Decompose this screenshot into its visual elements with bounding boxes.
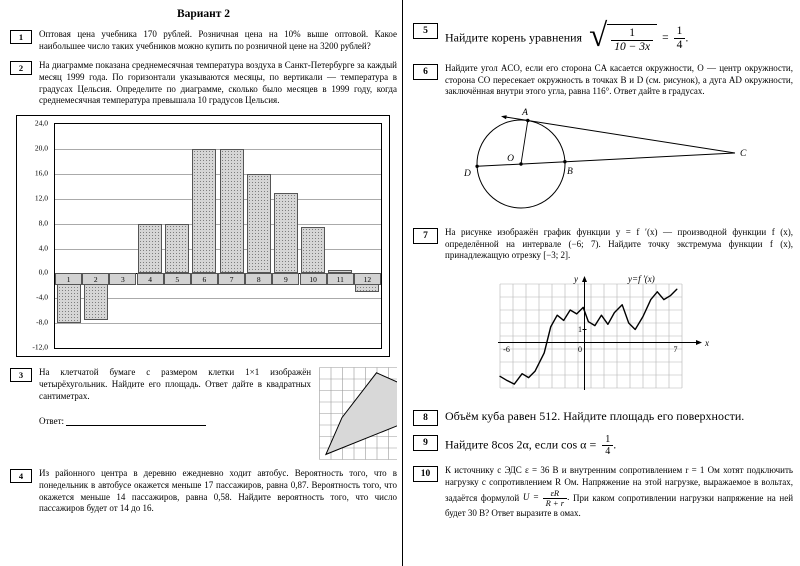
problem-2-number: 2 (10, 61, 32, 75)
label-A: A (522, 108, 528, 119)
curve-label: y=f ′(x) (628, 274, 655, 285)
problem-6-number: 6 (413, 64, 438, 80)
chart-x-label-8: 8 (245, 273, 272, 285)
problem-1-number: 1 (10, 30, 32, 44)
problem-3 (10, 367, 397, 460)
radical-sign: √ (589, 18, 608, 54)
chart-x-label-12: 12 (354, 273, 381, 285)
chart-y-tick-label: 24,0 (34, 118, 48, 128)
problem-5-lead: Найдите корень уравнения (445, 30, 583, 45)
problem-2 (10, 60, 397, 107)
problem-6-text: Найдите угол ACO, если его сторона CA касается окружности, O — центр окружности, сторона CO пересекает окружность в точках B и D (см. рисунок), а дуга AD окружности, заключённая внутри этого угла, равна 116°. Ответ дайте в градусах. (445, 63, 793, 97)
label-C: C (740, 149, 747, 160)
problem-1-text: Оптовая цена учебника 170 рублей. Розничная цена на 10% выше оптовой. Какое наибольшее число таких учебников можно купить по розничной цене на 3200 рублей? (39, 29, 397, 51)
problem-10-number: 10 (413, 466, 438, 482)
problem-3-text-column (39, 367, 311, 460)
formula-fraction (543, 489, 568, 509)
chart-bar-month-8 (247, 174, 271, 274)
y-axis-arrow (582, 276, 587, 282)
left-column (10, 6, 397, 523)
radius-OA (521, 121, 528, 165)
chart-x-label-1: 1 (55, 273, 82, 285)
problem-3-text: На клетчатой бумаге с размером клетки 1×1 изображён четырёхугольник. Найдите его площадь. Ответ дайте в квадратных сантиметрах. (39, 367, 312, 401)
problem-7-text: На рисунке изображён график функции y = f ′(x) — производной функции f (x), определённой на интервале (−6; 7). Найдите точку экстремума функции f (x), принадлежащую отрезку [−3; 2]. (445, 227, 793, 261)
chart-y-tick-label: -4,0 (36, 292, 48, 302)
chart-x-label-4: 4 (137, 273, 164, 285)
chart-gridline (55, 224, 381, 225)
chart-x-label-6: 6 (191, 273, 218, 285)
formula-lhs: U = (522, 492, 539, 503)
answer-label: Ответ: (39, 416, 65, 427)
chart-y-tick-label: -8,0 (36, 317, 48, 327)
problem-10-text-after: При каком сопротивлении нагрузки напряжение на ней будет 30 В? Ответ выразите в омах. (445, 492, 794, 519)
answer-blank (66, 416, 206, 426)
tick-label-0: 0 (578, 345, 582, 355)
y-axis-label: y (574, 274, 578, 285)
derivative-curve (500, 289, 677, 384)
problem-5-number: 5 (413, 23, 438, 39)
problem-4-number: 4 (10, 469, 32, 483)
grid-lines (500, 284, 682, 388)
period: . (613, 437, 617, 452)
temperature-bar-chart (16, 115, 390, 357)
label-D: D (464, 169, 471, 180)
rhs-fraction (674, 25, 689, 51)
problem-3-body (39, 367, 397, 460)
problem-9-text (445, 434, 616, 457)
problem-3-number: 3 (10, 368, 32, 382)
problem-10 (413, 465, 793, 520)
answer-line (39, 416, 311, 426)
chart-x-label-2: 2 (82, 273, 109, 285)
chart-plot-area (54, 123, 382, 349)
equation (589, 18, 685, 55)
quadrilateral-figure (319, 367, 397, 460)
voltage-formula (522, 487, 573, 508)
problem-4 (10, 468, 397, 515)
cos-fraction (602, 434, 613, 457)
chart-x-label-10: 10 (300, 273, 327, 285)
problem-1 (10, 29, 397, 52)
cos-frac-numerator: 1 (602, 434, 613, 446)
chart-x-label-7: 7 (218, 273, 245, 285)
radicand-denominator: 10 − 3x (614, 40, 651, 53)
tick-label-7: 7 (673, 345, 678, 355)
chart-x-label-9: 9 (272, 273, 299, 285)
chart-y-tick-label: 12,0 (34, 193, 48, 203)
derivative-graph-figure (488, 270, 718, 396)
problem-8-text: Объём куба равен 512. Найдите площадь его поверхности. (445, 409, 745, 424)
formula-denominator: R + r (545, 497, 565, 508)
problem-8-number: 8 (413, 410, 438, 426)
problem-7-number: 7 (413, 228, 438, 244)
point-O-dot (519, 162, 522, 165)
chart-gridline (55, 199, 381, 200)
chart-y-tick-label: 16,0 (34, 168, 48, 178)
problem-6 (413, 63, 793, 98)
variant-title: Вариант 2 (176, 8, 231, 20)
radicand-numerator: 1 (611, 27, 653, 41)
chart-bar-month-5 (165, 224, 189, 274)
chart-y-tick-label: -12,0 (32, 342, 48, 352)
chart-y-tick-label: 0,0 (38, 267, 48, 277)
point-D-dot (475, 165, 478, 168)
chart-y-tick-label: 20,0 (34, 143, 48, 153)
label-O: O (507, 154, 514, 165)
problem-5 (413, 18, 793, 55)
problem-2-text: На диаграмме показана среднемесячная температура воздуха в Санкт-Петербурге за каждый месяц 1999 года. По горизонтали указываются месяцы, по вертикали — температура в градусах Цельсия. Определите по диаграмме, сколько было месяцев в 1999 году, когда среднемесячная температура превышала 10 градусов Цельсия. (39, 60, 397, 106)
radicand (607, 24, 657, 53)
chart-y-tick-label: 8,0 (38, 218, 48, 228)
chart-gridline (55, 323, 381, 324)
tick-label-minus6: -6 (503, 345, 510, 355)
chart-x-label-11: 11 (327, 273, 354, 285)
cos-frac-denominator: 4 (605, 446, 611, 458)
chart-bar-month-7 (220, 149, 244, 273)
x-axis-arrow (696, 340, 702, 345)
chart-x-label-5: 5 (164, 273, 191, 285)
chart-bar-month-10 (301, 227, 325, 274)
tangent-line-CA (504, 117, 735, 153)
tangent-arrowhead (501, 115, 507, 119)
problem-7 (413, 227, 793, 262)
chart-gridline (55, 249, 381, 250)
chart-bar-month-6 (192, 149, 216, 273)
tick-label-1: 1 (578, 325, 582, 335)
chart-y-axis-labels (19, 118, 50, 352)
formula-numerator: εR (543, 489, 568, 499)
sqrt-expression (589, 18, 657, 55)
problem-4-text: Из районного центра в деревню ежедневно ходит автобус. Вероятность того, что в понедельник в автобусе окажется меньше 17 пассажиров, равна 0,87. Вероятность того, что окажется меньше 14 пассажиров, равна 0,58. Найдите вероятность того, что число пассажиров будет от 14 до 16. (39, 468, 397, 514)
chart-y-tick-label: 4,0 (38, 243, 48, 253)
point-A-dot (526, 119, 529, 122)
label-B: B (567, 167, 573, 178)
problem-10-text-before: К источнику с ЭДС ε = 36 В и внутренним сопротивлением r = 1 Ом хотят подключить нагрузку с сопротивлением R Ом. Напряжение на этой нагрузке, выражаемое в вольтах, задаётся формулой (445, 465, 793, 503)
problem-10-text (445, 465, 793, 520)
rhs-numerator: 1 (674, 25, 686, 39)
formula-period: . (567, 492, 570, 503)
circle-tangent-figure (453, 106, 753, 214)
secant-line-CD (477, 153, 735, 166)
graph-figure-wrap (413, 270, 793, 401)
rhs-denominator: 4 (676, 39, 683, 51)
chart-gridline (55, 149, 381, 150)
equals-sign: = (662, 32, 669, 45)
problem-9 (413, 434, 793, 457)
circle-figure-wrap (413, 106, 793, 219)
column-divider (402, 0, 403, 566)
x-axis-label: x (705, 338, 709, 349)
problem-8 (413, 409, 793, 426)
problem-5-text (445, 18, 689, 55)
chart-bar-month-9 (274, 193, 298, 274)
chart-gridline (55, 174, 381, 175)
problem-9-number: 9 (413, 435, 438, 451)
problem-9-lead: Найдите 8cos 2α, если cos α = (445, 437, 597, 452)
point-B-dot (563, 160, 566, 163)
period: . (685, 30, 689, 45)
radicand-fraction (611, 27, 653, 53)
right-column (413, 6, 793, 528)
chart-x-label-3: 3 (109, 273, 136, 285)
chart-bar-month-4 (138, 224, 162, 274)
